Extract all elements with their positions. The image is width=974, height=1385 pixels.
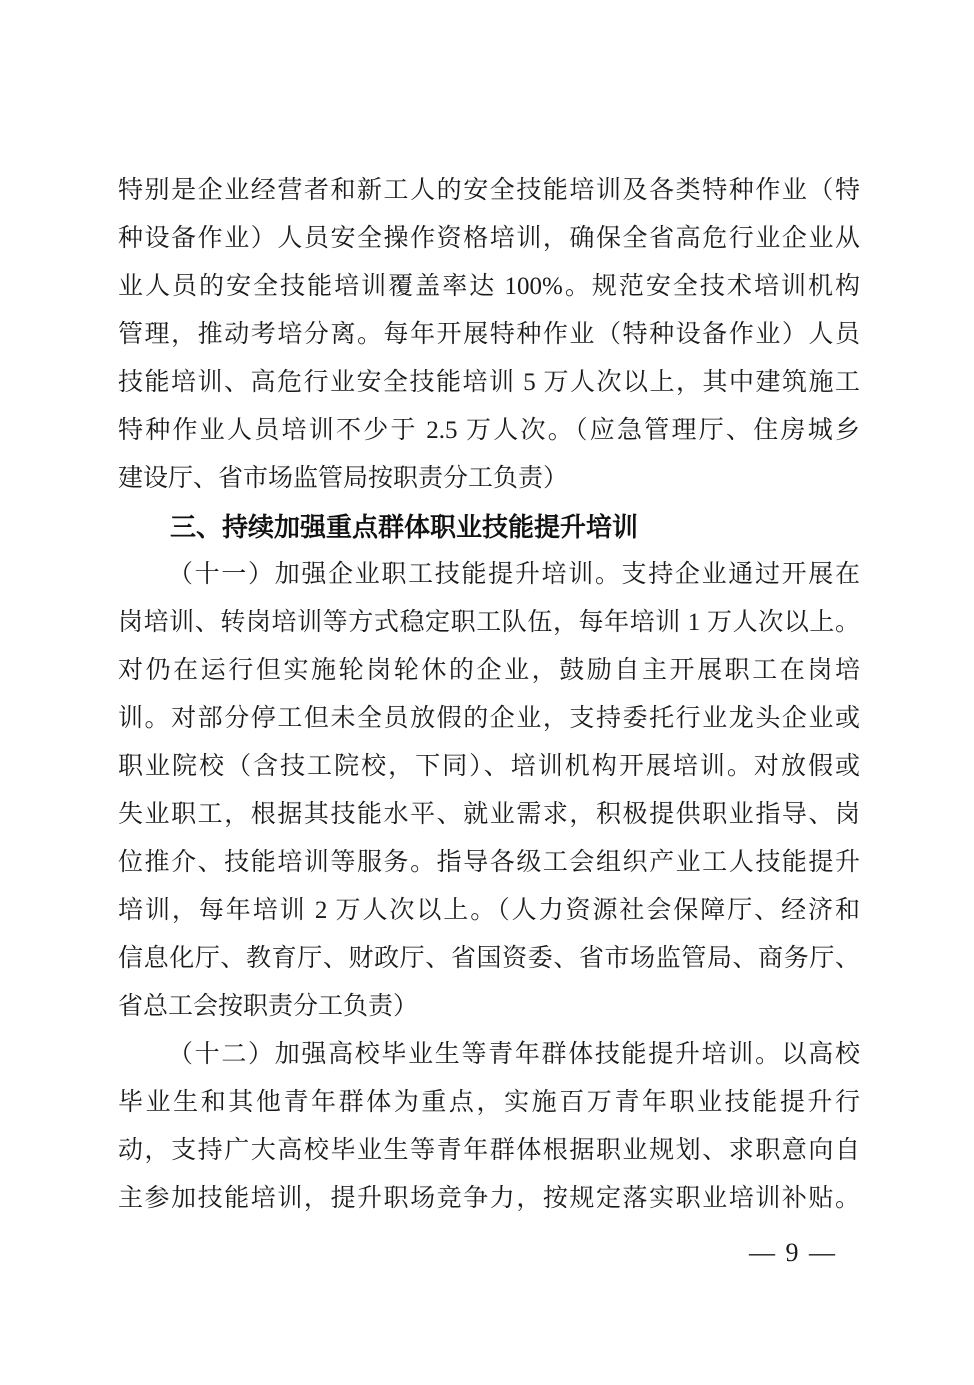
page-footer [749,1238,837,1268]
body-line-16: 培训，每年培训 2 万人次以上。（人力资源社会保障厅、经济和 [118,897,860,924]
body-line-5: 技能培训、高危行业安全技能培训 5 万人次以上，其中建筑施工 [118,369,860,396]
body-line-10: 岗培训、转岗培训等方式稳定职工队伍，每年培训 1 万人次以上。 [118,609,860,636]
body-line-19: （十二）加强高校毕业生等青年群体技能提升培训。以高校 [168,1041,860,1068]
body-line-3: 业人员的安全技能培训覆盖率达 100%。规范安全技术培训机构 [118,273,860,300]
body-line-6: 特种作业人员培训不少于 2.5 万人次。（应急管理厅、住房城乡 [118,417,860,444]
body-line-21: 动，支持广大高校毕业生等青年群体根据职业规划、求职意向自 [118,1137,860,1164]
section-heading: 三、持续加强重点群体职业技能提升培训 [170,512,639,542]
body-line-18: 省总工会按职责分工负责） [118,993,419,1020]
page-number: — 9 — [749,1238,837,1267]
body-line-11: 对仍在运行但实施轮岗轮休的企业，鼓励自主开展职工在岗培 [118,657,860,684]
body-line-4: 管理，推动考培分离。每年开展特种作业（特种设备作业）人员 [118,321,860,348]
body-line-14: 失业职工，根据其技能水平、就业需求，积极提供职业指导、岗 [118,801,860,828]
body-line-17: 信息化厅、教育厅、财政厅、省国资委、省市场监管局、商务厅、 [118,945,860,972]
body-line-20: 毕业生和其他青年群体为重点，实施百万青年职业技能提升行 [118,1089,860,1116]
body-line-22: 主参加技能培训，提升职场竞争力，按规定落实职业培训补贴。 [118,1185,860,1212]
body-line-13: 职业院校（含技工院校，下同）、培训机构开展培训。对放假或 [118,753,860,780]
body-line-1: 特别是企业经营者和新工人的安全技能培训及各类特种作业（特 [118,177,860,204]
document-body [118,167,860,1223]
body-line-12: 训。对部分停工但未全员放假的企业，支持委托行业龙头企业或 [118,705,860,732]
body-line-15: 位推介、技能培训等服务。指导各级工会组织产业工人技能提升 [118,849,860,876]
body-line-9: （十一）加强企业职工技能提升培训。支持企业通过开展在 [168,561,860,588]
body-line-2: 种设备作业）人员安全操作资格培训，确保全省高危行业企业从 [118,225,860,252]
body-line-7: 建设厅、省市场监管局按职责分工负责） [118,465,569,492]
